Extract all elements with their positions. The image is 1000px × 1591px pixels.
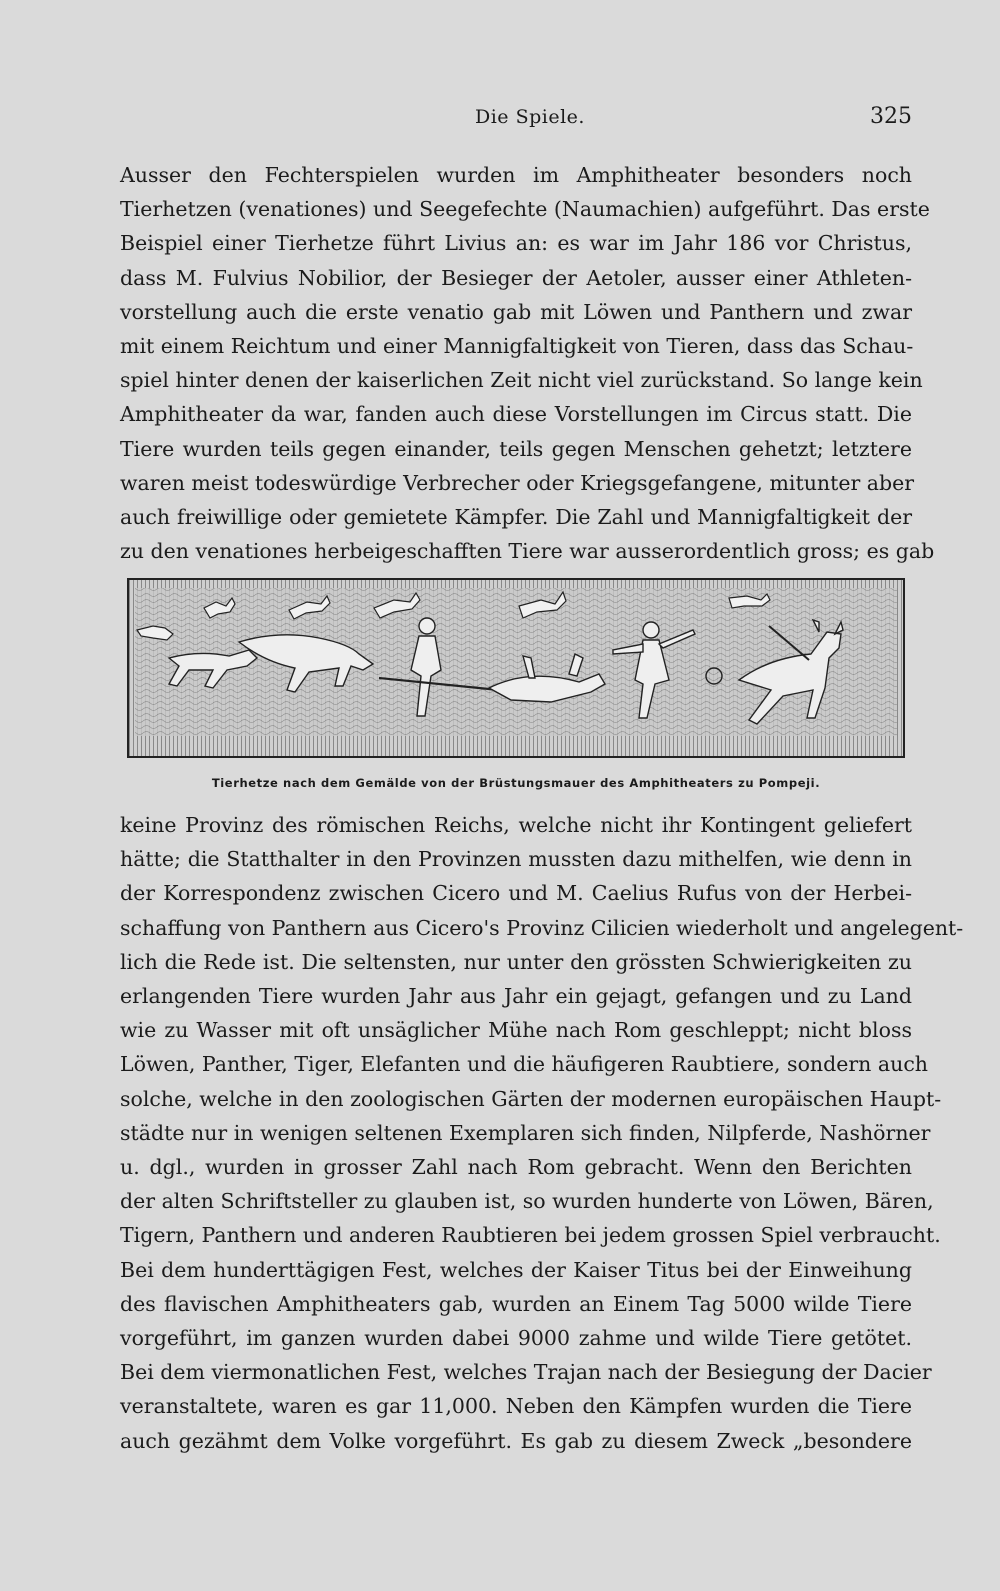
text-line: Amphitheater da war, fanden auch diese Vorstellungen im Circus statt. Die [120,402,912,427]
text-line: spiel hinter denen der kaiserlichen Zeit nicht viel zurückstand. So lange kein [120,368,923,393]
figure-caption: Tierhetze nach dem Gemälde von der Brüstungsmauer des Amphitheaters zu Pompeji. [211,776,821,790]
text-line: Löwen, Panther, Tiger, Elefanten und die häufigeren Raubtiere, sondern auch [120,1052,929,1077]
paragraph-before-figure [120,158,935,568]
text-line: auch freiwillige oder gemietete Kämpfer. Die Zahl und Mannigfaltigkeit der [120,505,912,530]
illustration-drawing [129,580,903,756]
text-line: keine Provinz des römischen Reichs, welche nicht ihr Kontingent geliefert [120,813,912,837]
text-line: dass M. Fulvius Nobilior, der Besieger der Aetoler, ausser einer Athleten- [120,265,912,290]
text-line: auch gezähmt dem Volke vorgeführt. Es gab zu diesem Zweck „besondere [120,1428,912,1453]
text-line: u. dgl., wurden in grosser Zahl nach Rom gebracht. Wenn den Berichten [120,1155,912,1180]
text-line: Beispiel einer Tierhetze führt Livius an: es war im Jahr 186 vor Christus, [120,231,912,256]
text-line: schaffung von Panthern aus Cicero's Provinz Cilicien wiederholt und angelegent- [120,915,964,940]
text-line: lich die Rede ist. Die seltensten, nur unter den grössten Schwierigkeiten zu [120,949,912,974]
page-number: 325 [870,104,912,129]
text-line: erlangenden Tiere wurden Jahr aus Jahr ein gejagt, gefangen und zu Land [120,984,912,1009]
text-line: waren meist todeswürdige Verbrecher oder Kriegsgefangene, mitunter aber [120,470,915,495]
text-line: vorgeführt, im ganzen wurden dabei 9000 zahme und wilde Tiere getötet. [120,1326,912,1351]
page-header [120,100,912,130]
paragraph-after-figure [120,808,964,1458]
venatio-illustration [127,578,905,758]
text-line: zu den venationes herbeigeschafften Tiere war ausserordentlich gross; es gab [120,539,935,564]
text-line: der alten Schriftsteller zu glauben ist, so wurden hunderte von Löwen, Bären, [120,1189,934,1214]
text-line: Tierhetzen (venationes) und Seegefechte (Naumachien) aufgeführt. Das erste [120,197,930,222]
text-line: solche, welche in den zoologischen Gärten der modernen europäischen Haupt- [120,1086,942,1111]
text-line: der Korrespondenz zwischen Cicero und M. Caelius Rufus von der Herbei- [120,881,912,906]
text-line: städte nur in wenigen seltenen Exemplaren sich finden, Nilpferde, Nashörner [120,1120,931,1145]
text-line: veranstaltete, waren es gar 11,000. Neben den Kämpfen wurden die Tiere [120,1394,912,1419]
text-line: Tigern, Panthern und anderen Raubtieren bei jedem grossen Spiel verbraucht. [120,1223,941,1248]
text-line: wie zu Wasser mit oft unsäglicher Mühe nach Rom geschleppt; nicht bloss [120,1018,912,1043]
text-line: hätte; die Statthalter in den Provinzen mussten dazu mithelfen, wie denn in [120,847,912,872]
text-line: mit einem Reichtum und einer Mannigfaltigkeit von Tieren, dass das Schau- [120,334,914,359]
text-line: vorstellung auch die erste venatio gab mit Löwen und Panthern und zwar [120,299,912,324]
text-line: Ausser den Fechterspielen wurden im Amphitheater besonders noch [120,163,912,187]
text-line: Bei dem viermonatlichen Fest, welches Trajan nach der Besiegung der Dacier [120,1360,932,1385]
text-line: des flavischen Amphitheaters gab, wurden an Einem Tag 5000 wilde Tiere [120,1291,912,1316]
text-line: Tiere wurden teils gegen einander, teils gegen Menschen gehetzt; letztere [120,436,912,461]
text-line: Bei dem hunderttägigen Fest, welches der Kaiser Titus bei der Einweihung [120,1257,912,1282]
running-title: Die Spiele. [475,106,585,128]
